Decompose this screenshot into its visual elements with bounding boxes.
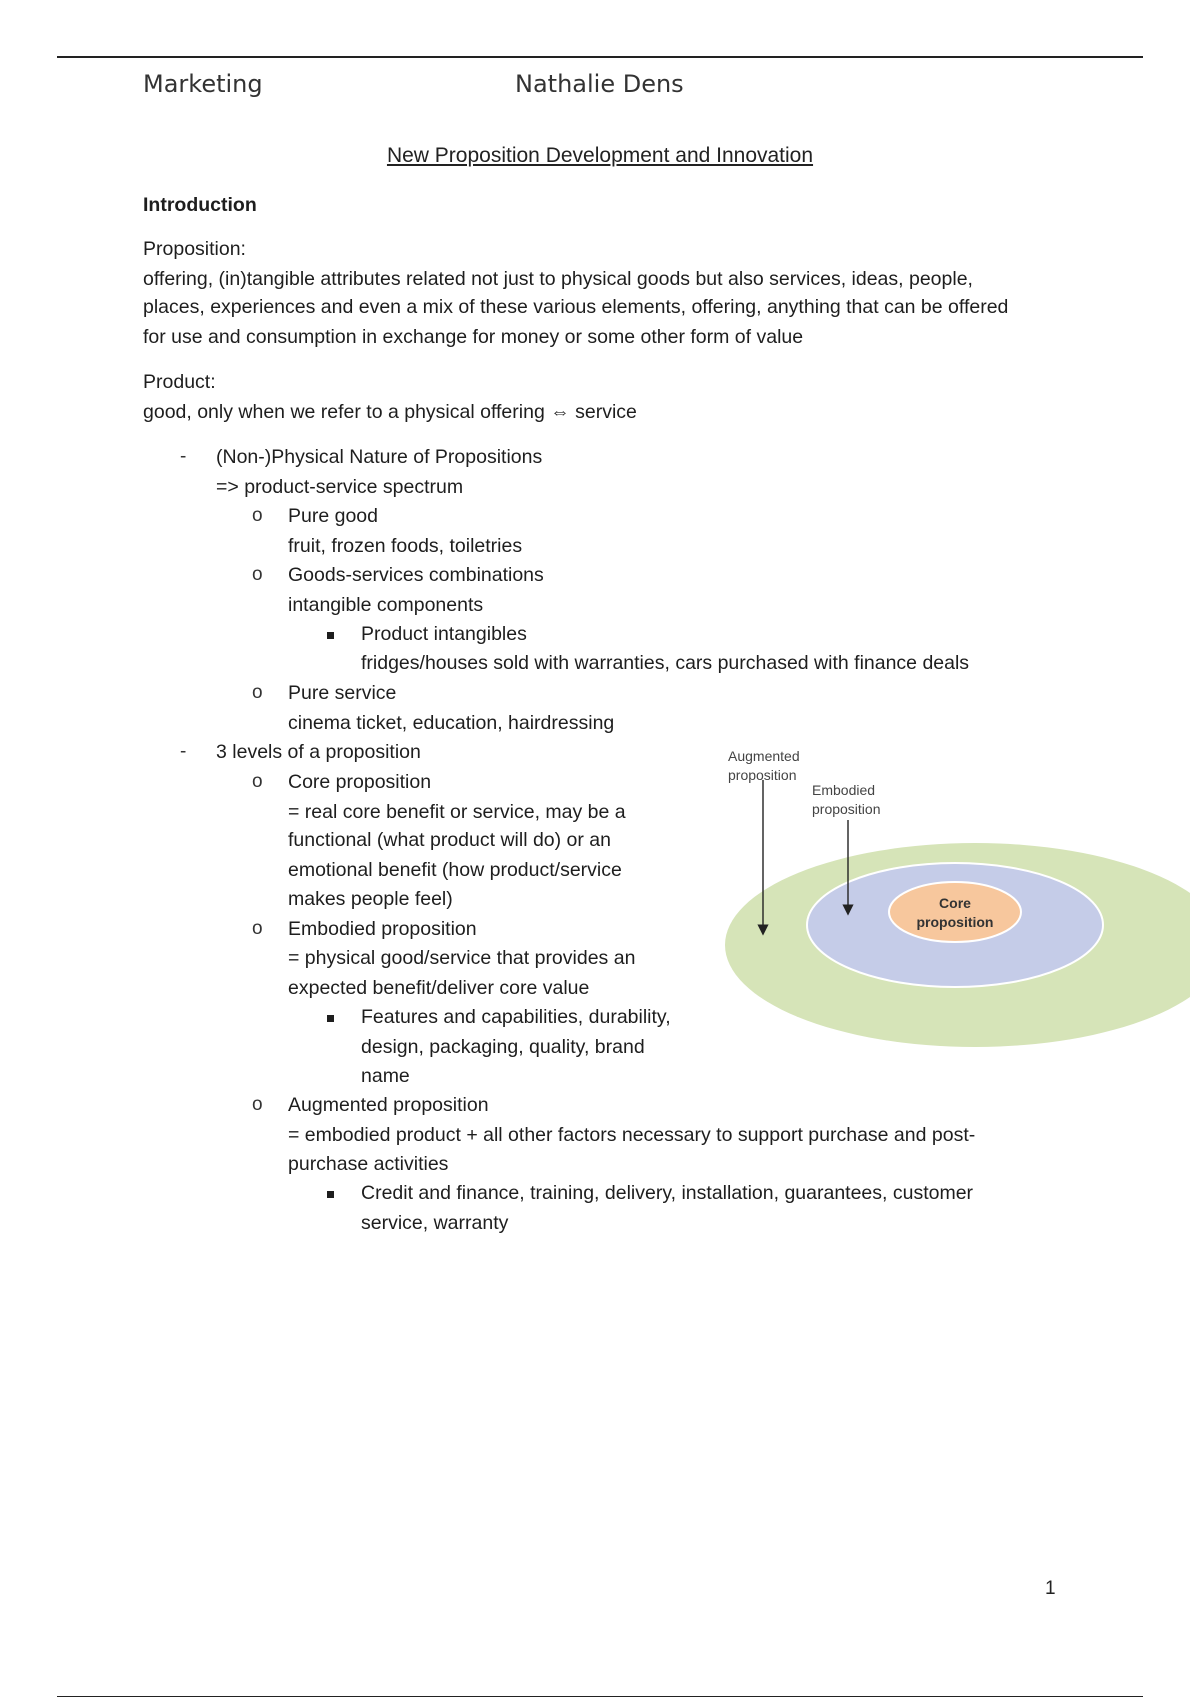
embodied-line-2: expected benefit/deliver core value xyxy=(288,977,590,999)
nature-title: (Non-)Physical Nature of Propositions xyxy=(216,446,543,468)
augmented-line-2: purchase activities xyxy=(288,1153,449,1175)
levels-title: 3 levels of a proposition xyxy=(216,741,421,763)
embodied-label-line-2: proposition xyxy=(812,801,881,817)
section-heading-introduction: Introduction xyxy=(143,194,257,216)
embodied-line-1: = physical good/service that provides an xyxy=(288,947,636,969)
core-line-1: = real core benefit or service, may be a xyxy=(288,801,626,823)
core-label-line-1: Core xyxy=(939,895,971,911)
augmented-label-line-1: Augmented xyxy=(728,748,800,764)
proposition-levels-diagram xyxy=(715,740,1190,1050)
pure-service-title: Pure service xyxy=(288,682,397,704)
proposition-line-2: places, experiences and even a mix of these various elements, offering, anything that can be offered xyxy=(143,296,1009,318)
core-title: Core proposition xyxy=(288,771,432,793)
core-line-4: makes people feel) xyxy=(288,888,453,910)
square-bullet xyxy=(327,1015,334,1022)
circle-bullet: o xyxy=(252,682,263,703)
augmented-title: Augmented proposition xyxy=(288,1094,489,1116)
circle-bullet: o xyxy=(252,918,263,939)
product-line: good, only when we refer to a physical offering ⇔ service xyxy=(143,401,637,423)
embodied-label-line-1: Embodied xyxy=(812,782,876,798)
intangibles-detail: fridges/houses sold with warranties, cars purchased with finance deals xyxy=(361,652,970,674)
square-bullet xyxy=(327,1191,334,1198)
combinations-title: Goods-services combinations xyxy=(288,564,544,586)
intangibles-title: Product intangibles xyxy=(361,623,527,645)
dash-bullet: - xyxy=(180,741,187,762)
pure-good-title: Pure good xyxy=(288,505,378,527)
core-line-3: emotional benefit (how product/service xyxy=(288,859,622,881)
dash-bullet: - xyxy=(180,446,187,467)
pure-good-detail: fruit, frozen foods, toiletries xyxy=(288,535,523,557)
proposition-line-3: for use and consumption in exchange for money or some other form of value xyxy=(143,326,804,348)
nature-subtitle: => product-service spectrum xyxy=(216,476,464,498)
core-label-line-2: proposition xyxy=(916,914,994,930)
circle-bullet: o xyxy=(252,505,263,526)
features-line-3: name xyxy=(361,1065,410,1087)
combinations-detail: intangible components xyxy=(288,594,484,616)
top-rule xyxy=(57,56,1143,58)
document-title: New Proposition Development and Innovation xyxy=(386,144,814,167)
page-number: 1 xyxy=(1045,1578,1056,1599)
augmented-examples-line-1: Credit and finance, training, delivery, installation, guarantees, customer xyxy=(361,1182,974,1204)
augmented-line-1: = embodied product + all other factors necessary to support purchase and post- xyxy=(288,1124,976,1146)
product-label: Product: xyxy=(143,371,216,393)
augmented-label-line-2: proposition xyxy=(728,767,797,783)
features-line-2: design, packaging, quality, brand xyxy=(361,1036,645,1058)
circle-bullet: o xyxy=(252,1094,263,1115)
header-author: Nathalie Dens xyxy=(515,70,684,98)
core-line-2: functional (what product will do) or an xyxy=(288,829,611,851)
embodied-title: Embodied proposition xyxy=(288,918,477,940)
circle-bullet: o xyxy=(252,771,263,792)
proposition-label: Proposition: xyxy=(143,238,246,260)
circle-bullet: o xyxy=(252,564,263,585)
pure-service-detail: cinema ticket, education, hairdressing xyxy=(288,712,615,734)
bottom-rule xyxy=(57,1696,1143,1697)
features-line-1: Features and capabilities, durability, xyxy=(361,1006,671,1028)
header-course: Marketing xyxy=(143,70,263,98)
proposition-line-1: offering, (in)tangible attributes related not just to physical goods but also services, ideas, people, xyxy=(143,268,973,290)
square-bullet xyxy=(327,632,334,639)
augmented-examples-line-2: service, warranty xyxy=(361,1212,509,1234)
core-ring xyxy=(889,882,1021,942)
